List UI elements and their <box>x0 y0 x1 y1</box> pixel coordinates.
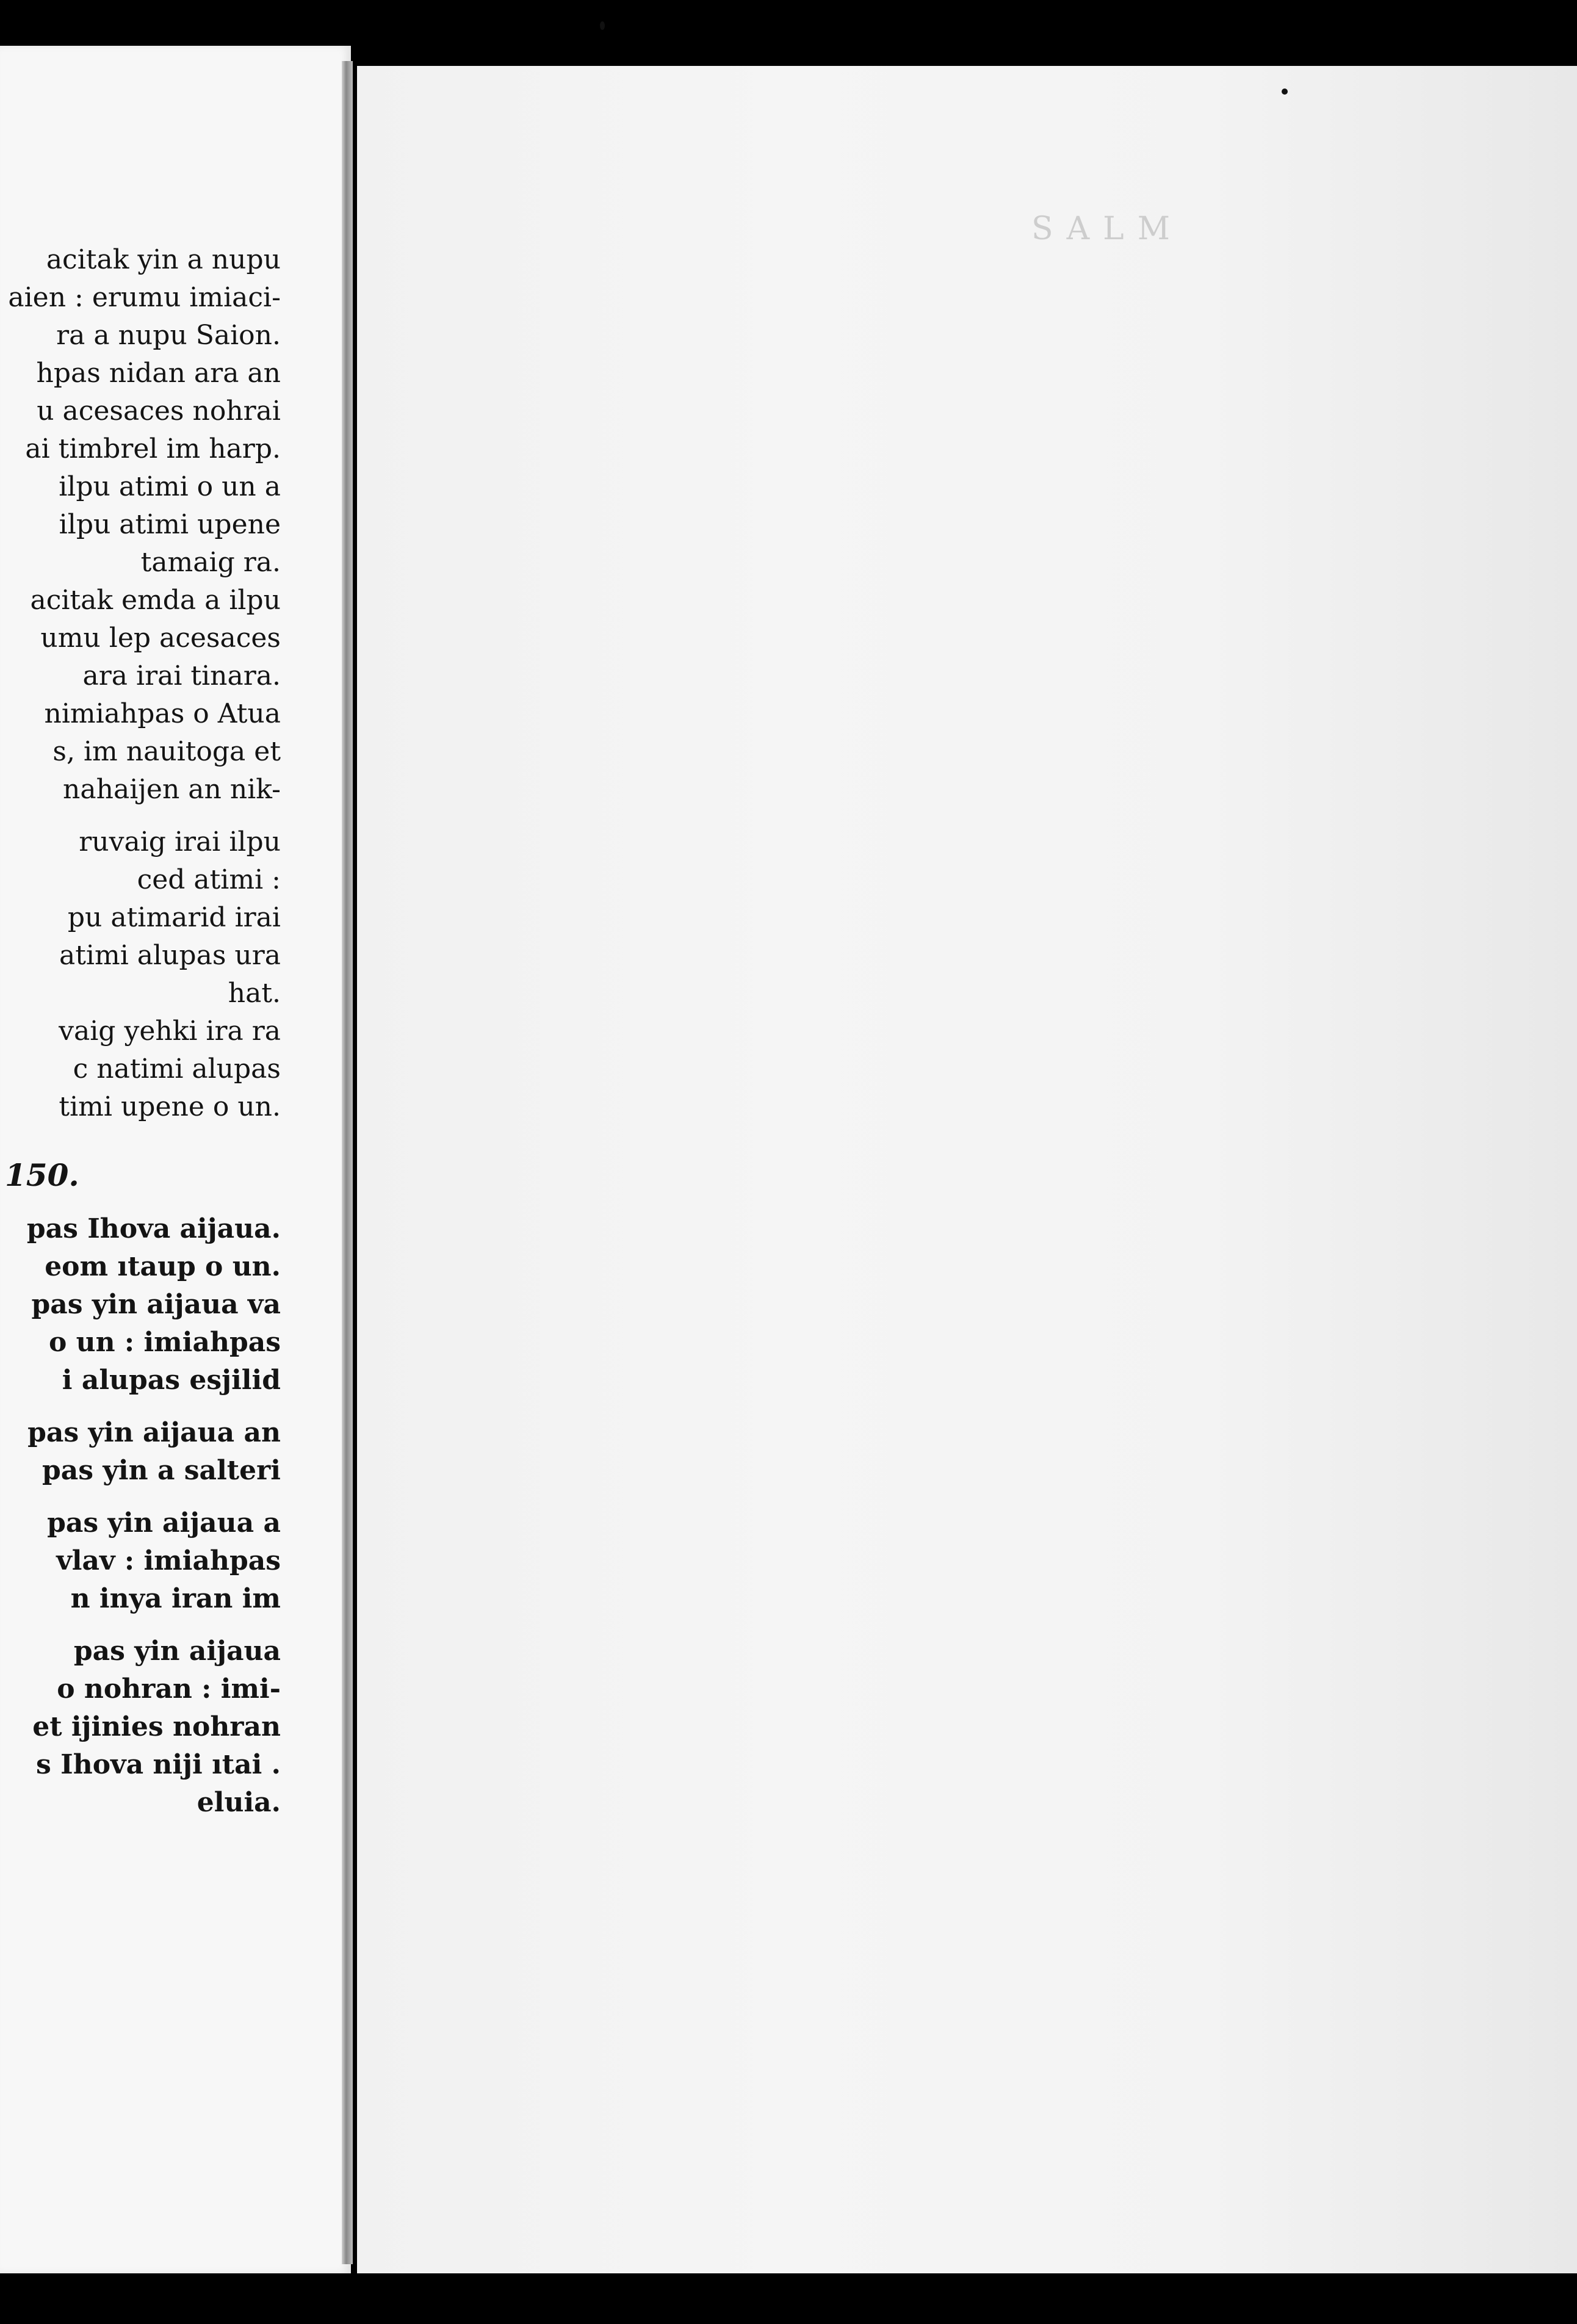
text-line: ilpu atimi o un a <box>59 471 281 502</box>
text-line: eom ıtaup o un. <box>45 1251 281 1282</box>
left-page-text <box>0 241 281 1822</box>
text-line: tamaig ra. <box>140 547 281 578</box>
text-line: timi upene o un. <box>59 1091 281 1122</box>
text-line: o nohran : imi- <box>57 1673 281 1705</box>
text-line: s, im nauitoga et <box>52 736 281 767</box>
psalm-heading: 150. <box>5 1157 79 1193</box>
text-line: umu lep acesaces <box>40 622 281 654</box>
text-line: eluia. <box>197 1787 281 1818</box>
verse-block <box>0 1633 281 1822</box>
text-line: ai timbrel im harp. <box>25 433 281 464</box>
text-line: o un : imiahpas <box>48 1327 281 1358</box>
text-line: nahaijen an nik- <box>63 774 281 805</box>
text-line: vaig yehki ira ra <box>59 1016 281 1047</box>
text-line: nimiahpas o Atua <box>44 698 281 729</box>
dust-speck <box>1282 88 1288 95</box>
text-line: aien : erumu imiaci- <box>8 282 281 313</box>
right-page-header: SALM <box>1031 211 1183 247</box>
verse-block <box>0 241 281 809</box>
text-line: atimi alupas ura <box>59 940 281 971</box>
verse-block <box>0 1210 281 1399</box>
text-line: ced atimi : <box>137 864 281 895</box>
text-line: s Ihova niji ıtai . <box>36 1749 281 1780</box>
text-line: pas yin aijaua an <box>27 1417 281 1448</box>
text-line: ruvaig irai ilpu <box>79 826 281 857</box>
text-line: n inya iran im <box>70 1583 281 1614</box>
text-line: pas yin a salteri <box>42 1455 281 1486</box>
text-line: i alupas esjilid <box>62 1365 281 1396</box>
text-line: vlav : imiahpas <box>56 1545 281 1576</box>
text-line: ara irai tinara. <box>82 660 281 691</box>
text-line: ilpu atimi upene <box>59 509 281 540</box>
text-line: hpas nidan ara an <box>36 358 281 389</box>
verse-block <box>0 1504 281 1618</box>
text-line: c natimi alupas <box>73 1053 281 1084</box>
verse-block <box>0 823 281 1126</box>
text-line: et ijinies nohran <box>32 1711 281 1742</box>
text-line: pas yin aijaua <box>73 1636 281 1667</box>
text-line: hat. <box>228 978 281 1009</box>
verse-block <box>0 1414 281 1490</box>
text-line: pu atimarid irai <box>67 902 281 933</box>
book-gutter <box>342 61 353 2264</box>
text-line: acitak yin a nupu <box>46 244 281 275</box>
scan-border <box>0 2273 1577 2324</box>
text-line: pas Ihova aijaua. <box>26 1213 281 1244</box>
right-page <box>357 66 1577 2275</box>
text-line: ra a nupu Saion. <box>56 320 281 351</box>
dust-speck <box>600 21 605 30</box>
text-line: pas yin aijaua a <box>47 1507 281 1539</box>
text-line: acitak emda a ilpu <box>30 585 281 616</box>
text-line: u acesaces nohrai <box>37 395 281 427</box>
text-line: pas yin aijaua va <box>31 1289 281 1320</box>
